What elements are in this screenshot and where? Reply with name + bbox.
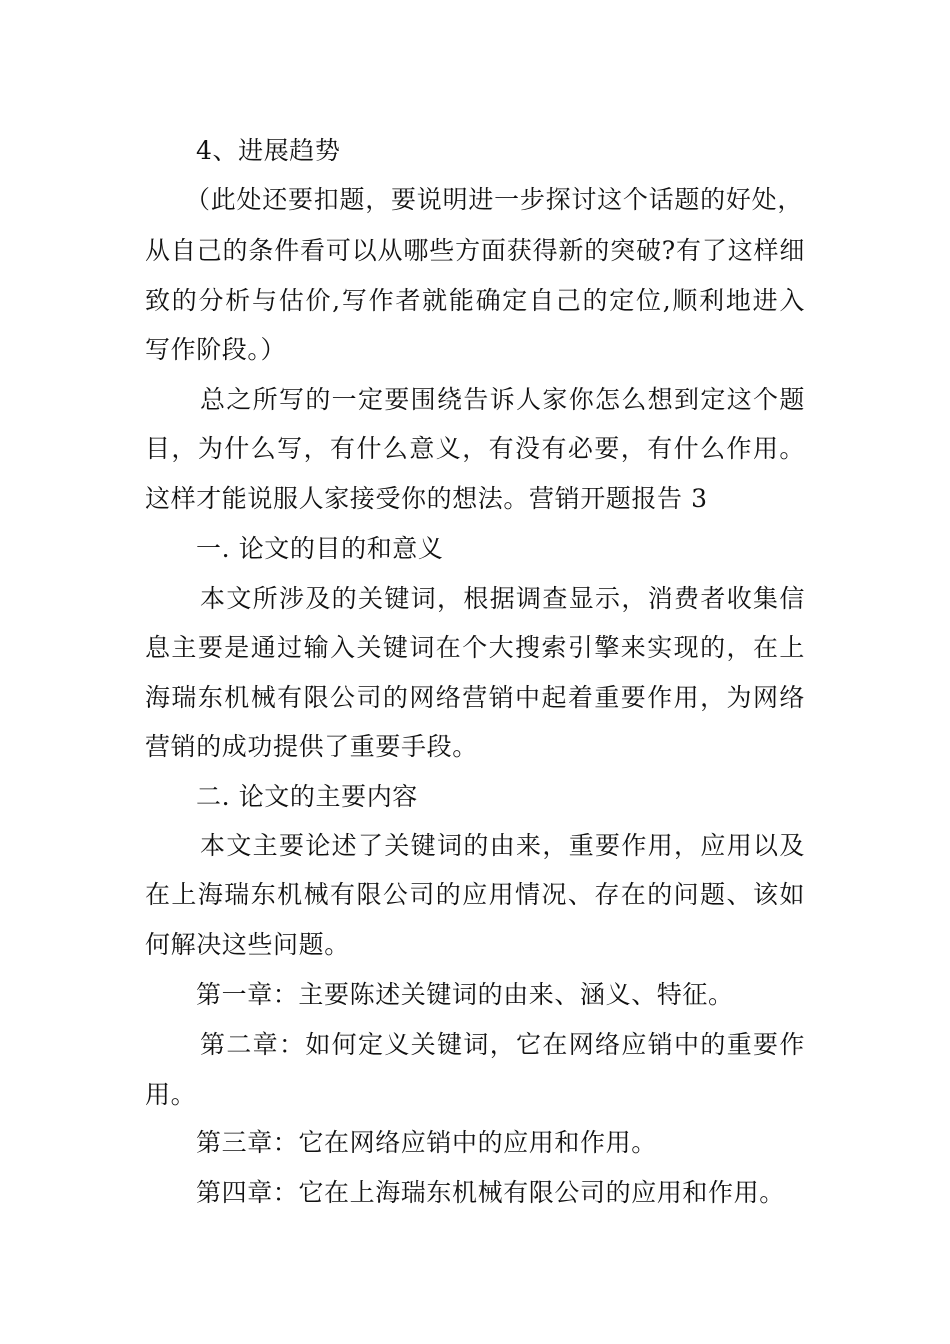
section-heading-progress-trend: 4、进展趋势	[196, 136, 341, 165]
paragraph-line: 从自己的条件看可以从哪些方面获得新的突破?有了这样细	[145, 236, 805, 265]
paragraph-line: 致的分析与估价,写作者就能确定自己的定位,顺利地进入	[145, 286, 805, 315]
paragraph-line: 在上海瑞东机械有限公司的应用情况、存在的问题、该如	[145, 880, 805, 909]
paragraph-line: 这样才能说服人家接受你的想法。营销开题报告 3	[145, 484, 708, 513]
chapter-line: 第四章：它在上海瑞东机械有限公司的应用和作用。	[196, 1178, 785, 1207]
paragraph-line: 营销的成功提供了重要手段。	[145, 732, 478, 761]
chapter-line: 第三章：它在网络应销中的应用和作用。	[196, 1128, 657, 1157]
paragraph-line: 目，为什么写，有什么意义，有没有必要，有什么作用。	[145, 434, 805, 463]
chapter-line: 第一章：主要陈述关键词的由来、涵义、特征。	[196, 980, 734, 1009]
paragraph-line: 用。	[145, 1080, 197, 1109]
section-heading-purpose: 一. 论文的目的和意义	[196, 534, 444, 563]
paragraph-line: 写作阶段。）	[145, 335, 287, 364]
paragraph-line: 总之所写的一定要围绕告诉人家你怎么想到定这个题	[200, 385, 805, 414]
paragraph-line: 息主要是通过输入关键词在个大搜索引擎来实现的，在上	[145, 633, 805, 662]
section-heading-main-content: 二. 论文的主要内容	[196, 782, 418, 811]
paragraph-line: 本文所涉及的关键词，根据调查显示，消费者收集信	[200, 584, 805, 613]
paragraph-line: 海瑞东机械有限公司的网络营销中起着重要作用，为网络	[145, 683, 805, 712]
chapter-line: 第二章：如何定义关键词，它在网络应销中的重要作	[200, 1030, 805, 1059]
paragraph-line: （此处还要扣题，要说明进一步探讨这个话题的好处，	[185, 185, 803, 214]
paragraph-line: 何解决这些问题。	[145, 930, 350, 959]
paragraph-line: 本文主要论述了关键词的由来，重要作用，应用以及	[200, 831, 805, 860]
